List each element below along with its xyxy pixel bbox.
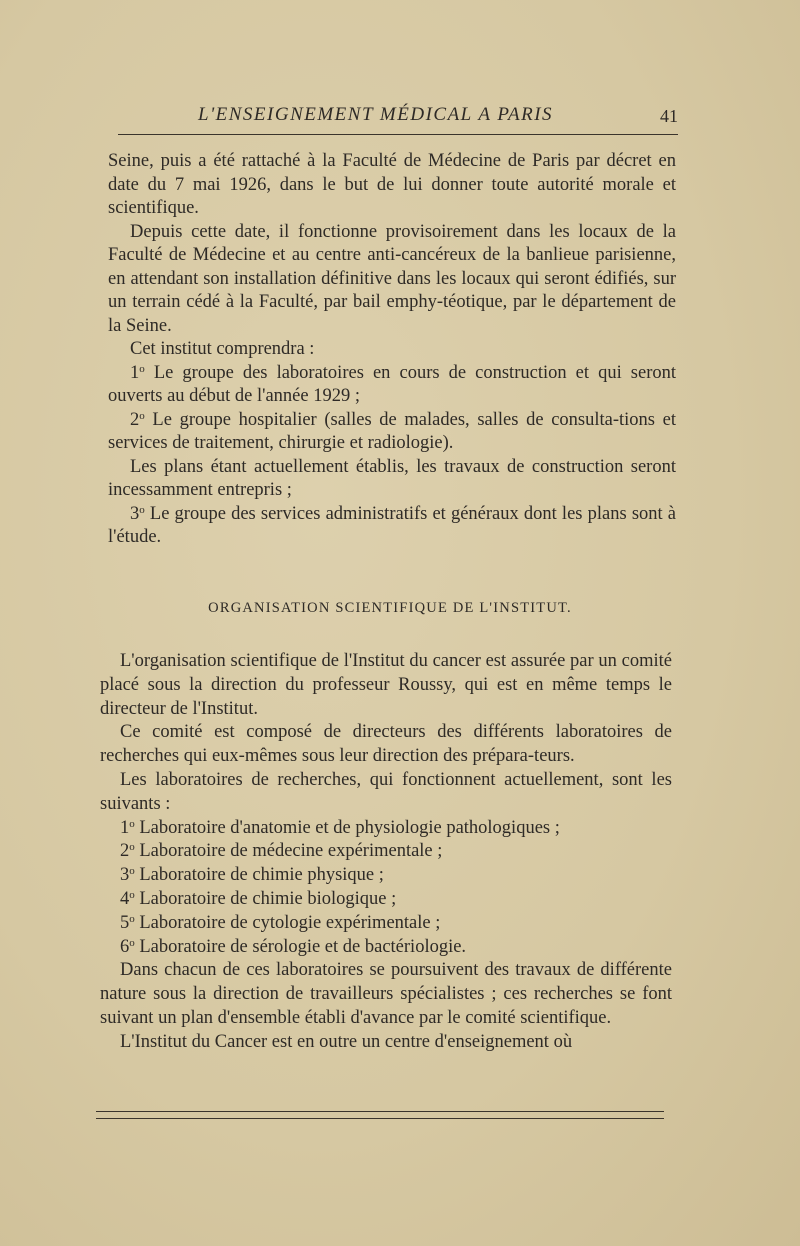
item-text: Laboratoire de chimie physique ; xyxy=(139,865,384,886)
paragraph: L'organisation scientifique de l'Institut du cancer est assurée par un comité placé sous la direction du professeur Roussy, qui est en même temps le directeur de l'Institut. xyxy=(100,651,672,719)
item-text: Laboratoire d'anatomie et de physiologie pathologiques ; xyxy=(139,817,560,838)
item-text: Le groupe des services administratifs et généraux dont les plans sont à l'étude. xyxy=(108,503,677,547)
body-text-bottom xyxy=(100,650,672,1055)
item-number: 1 xyxy=(130,362,140,383)
item-text: Le groupe hospitalier (salles de malades, salles de consulta-tions et services de traitement, chirurgie et radiologie). xyxy=(108,409,676,453)
ordinal-suffix: o xyxy=(139,409,145,422)
paragraph: L'Institut du Cancer est en outre un centre d'enseignement où xyxy=(120,1031,573,1052)
item-number: 4 xyxy=(120,888,130,909)
item-text: Laboratoire de chimie biologique ; xyxy=(139,888,397,909)
ordinal-suffix: o xyxy=(129,817,135,830)
item-text: Laboratoire de cytologie expérimentale ; xyxy=(139,912,441,933)
header-rule xyxy=(118,134,678,135)
item-number: 6 xyxy=(120,936,130,957)
ordinal-suffix: o xyxy=(129,888,135,901)
list-item xyxy=(108,503,676,550)
item-number: 2 xyxy=(120,841,130,862)
item-text: Le groupe des laboratoires en cours de construction et qui seront ouverts au début de l'année 1929 ; xyxy=(108,362,676,406)
page-header xyxy=(118,104,678,134)
paragraph: Ce comité est composé de directeurs des différents laboratoires de recherches qui eux-mêmes sous leur direction des prépara-teurs. xyxy=(100,722,672,767)
ordinal-suffix: o xyxy=(129,865,135,878)
ordinal-suffix: o xyxy=(129,841,135,854)
section-title: ORGANISATION SCIENTIFIQUE DE L'INSTITUT. xyxy=(208,600,572,616)
item-number: 2 xyxy=(130,409,140,430)
item-text: Laboratoire de sérologie et de bactériologie. xyxy=(139,936,467,957)
paragraph: Dans chacun de ces laboratoires se poursuivent des travaux de différente nature sous la direction de travailleurs spécialistes ; ces recherches se font suivant un plan d'ensemble établi d'avance par le comité scientifique. xyxy=(100,960,672,1028)
footer-rule xyxy=(96,1111,664,1112)
body-text-top xyxy=(108,150,676,550)
list-item xyxy=(100,817,672,841)
item-number: 1 xyxy=(120,817,130,838)
page-number: 41 xyxy=(660,106,678,126)
list-item xyxy=(100,864,672,888)
list-item xyxy=(108,409,676,456)
list-item xyxy=(100,936,672,960)
list-item xyxy=(100,840,672,864)
item-number: 3 xyxy=(120,865,130,886)
item-text: Laboratoire de médecine expérimentale ; xyxy=(139,841,443,862)
item-number: 3 xyxy=(130,503,140,524)
paragraph: Depuis cette date, il fonctionne provisoirement dans les locaux de la Faculté de Médecine et au centre anti-cancéreux de la banlieue parisienne, en attendant son installation définitive dans les locaux qui seront édifiés, sur un terrain cédé à la Faculté, par bail emphy-téotique, par le département de la Seine. xyxy=(108,221,676,336)
ordinal-suffix: o xyxy=(129,936,135,949)
footer-rule xyxy=(96,1118,664,1119)
paragraph: Les laboratoires de recherches, qui fonctionnent actuellement, sont les suivants : xyxy=(100,769,672,814)
paragraph: Seine, puis a été rattaché à la Faculté de Médecine de Paris par décret en date du 7 mai 1926, dans le but de lui donner toute autorité morale et scientifique. xyxy=(108,151,676,218)
paragraph: Les plans étant actuellement établis, les travaux de construction seront incessamment entrepris ; xyxy=(108,456,676,500)
list-item xyxy=(100,912,672,936)
ordinal-suffix: o xyxy=(139,503,145,516)
item-number: 5 xyxy=(120,912,130,933)
ordinal-suffix: o xyxy=(139,362,145,375)
ordinal-suffix: o xyxy=(129,912,135,925)
running-title: L'ENSEIGNEMENT MÉDICAL A PARIS xyxy=(198,104,554,125)
list-item xyxy=(100,888,672,912)
paragraph: Cet institut comprendra : xyxy=(130,339,315,359)
list-item xyxy=(108,362,676,409)
